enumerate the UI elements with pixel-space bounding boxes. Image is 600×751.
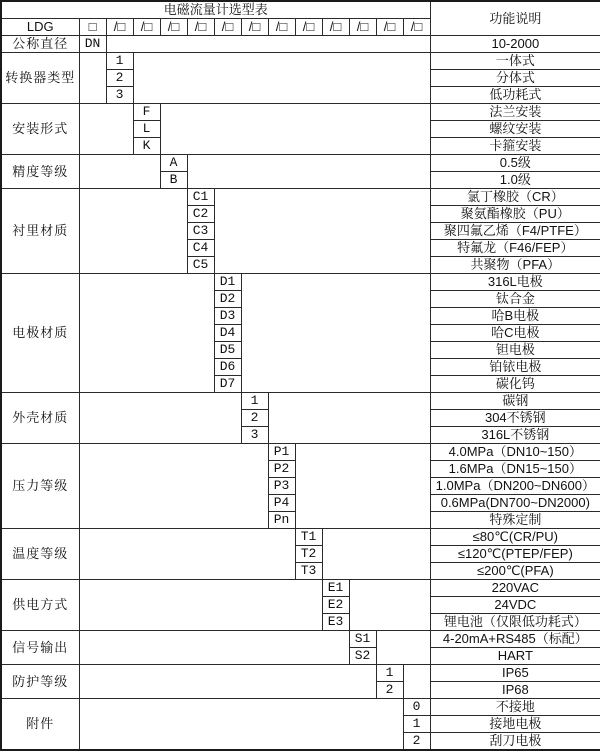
option-desc: 碳化钨	[430, 376, 600, 393]
code-slot-box: /□	[160, 19, 187, 36]
option-desc: 特氟龙（F46/FEP）	[430, 240, 600, 257]
option-code: DN	[79, 36, 106, 53]
option-code: T2	[295, 546, 322, 563]
option-code: 2	[106, 70, 133, 87]
option-desc: 0.6MPa(DN700~DN2000)	[430, 495, 600, 512]
option-code: 0	[403, 699, 430, 716]
empty-span	[376, 631, 430, 665]
option-desc: 一体式	[430, 53, 600, 70]
option-code: K	[133, 138, 160, 155]
option-code: D2	[214, 291, 241, 308]
group-label: 信号输出	[1, 631, 79, 665]
empty-span	[79, 189, 187, 274]
option-desc: 不接地	[430, 699, 600, 716]
option-desc: 316L电极	[430, 274, 600, 291]
option-code: P1	[268, 444, 295, 461]
empty-span	[79, 444, 268, 529]
empty-span	[241, 274, 430, 393]
option-code: B	[160, 172, 187, 189]
empty-span	[79, 274, 214, 393]
option-desc: 4-20mA+RS485（标配）	[430, 631, 600, 648]
option-code: L	[133, 121, 160, 138]
option-code: E1	[322, 580, 349, 597]
option-desc: ≤120℃(PTEP/FEP)	[430, 546, 600, 563]
option-desc: 刮刀电极	[430, 733, 600, 751]
empty-span	[322, 529, 430, 580]
option-desc: 法兰安装	[430, 104, 600, 121]
option-code: 3	[106, 87, 133, 104]
empty-span	[268, 393, 430, 444]
table-title: 电磁流量计选型表	[1, 1, 430, 19]
code-slot-box: /□	[106, 19, 133, 36]
option-desc: ≤200℃(PFA)	[430, 563, 600, 580]
option-desc: 316L不锈钢	[430, 427, 600, 444]
option-desc: 220VAC	[430, 580, 600, 597]
empty-span	[106, 36, 430, 53]
option-desc: 10-2000	[430, 36, 600, 53]
option-desc: 4.0MPa（DN10~150）	[430, 444, 600, 461]
option-desc: ≤80℃(CR/PU)	[430, 529, 600, 546]
group-label: 压力等级	[1, 444, 79, 529]
code-box: □	[79, 19, 106, 36]
option-desc: 钛合金	[430, 291, 600, 308]
option-desc: 哈C电极	[430, 325, 600, 342]
empty-span	[133, 53, 430, 104]
option-desc: 接地电极	[430, 716, 600, 733]
code-slot-box: /□	[187, 19, 214, 36]
empty-span	[79, 393, 241, 444]
group-label: 精度等级	[1, 155, 79, 189]
empty-span	[349, 580, 430, 631]
empty-span	[79, 104, 133, 155]
option-code: 3	[241, 427, 268, 444]
option-code: Pn	[268, 512, 295, 529]
code-slot-box: /□	[214, 19, 241, 36]
option-code: D6	[214, 359, 241, 376]
empty-span	[214, 189, 430, 274]
option-desc: 螺纹安装	[430, 121, 600, 138]
option-code: D7	[214, 376, 241, 393]
option-code: 1	[241, 393, 268, 410]
option-desc: IP65	[430, 665, 600, 682]
option-code: S2	[349, 648, 376, 665]
option-code: 2	[241, 410, 268, 427]
option-code: D3	[214, 308, 241, 325]
code-slot-box: /□	[376, 19, 403, 36]
code-slot-box: /□	[403, 19, 430, 36]
option-code: S1	[349, 631, 376, 648]
empty-span	[79, 631, 349, 665]
option-code: C2	[187, 206, 214, 223]
option-code: 1	[403, 716, 430, 733]
empty-span	[79, 580, 322, 631]
option-code: E3	[322, 614, 349, 631]
function-description-header: 功能说明	[430, 1, 600, 36]
group-label: 附件	[1, 699, 79, 751]
option-code: F	[133, 104, 160, 121]
option-desc: 0.5级	[430, 155, 600, 172]
option-code: 1	[106, 53, 133, 70]
option-code: 1	[376, 665, 403, 682]
option-code: P2	[268, 461, 295, 478]
group-label: 衬里材质	[1, 189, 79, 274]
option-code: T1	[295, 529, 322, 546]
group-label: 外壳材质	[1, 393, 79, 444]
option-desc: 低功耗式	[430, 87, 600, 104]
empty-span	[295, 444, 430, 529]
option-desc: 304不锈钢	[430, 410, 600, 427]
option-code: P3	[268, 478, 295, 495]
group-label: 供电方式	[1, 580, 79, 631]
option-code: C3	[187, 223, 214, 240]
empty-span	[187, 155, 430, 189]
group-label: 防护等级	[1, 665, 79, 699]
option-desc: 特殊定制	[430, 512, 600, 529]
option-code: E2	[322, 597, 349, 614]
code-slot-box: /□	[349, 19, 376, 36]
option-desc: IP68	[430, 682, 600, 699]
option-desc: 碳钢	[430, 393, 600, 410]
option-code: T3	[295, 563, 322, 580]
option-code: C4	[187, 240, 214, 257]
option-code: 2	[403, 733, 430, 751]
option-desc: 1.0MPa（DN200~DN600）	[430, 478, 600, 495]
option-code: A	[160, 155, 187, 172]
option-desc: 锂电池（仅限低功耗式）	[430, 614, 600, 631]
group-label: 温度等级	[1, 529, 79, 580]
group-label: 安装形式	[1, 104, 79, 155]
model-prefix: LDG	[1, 19, 79, 36]
option-code: D5	[214, 342, 241, 359]
option-code: D1	[214, 274, 241, 291]
option-code: C5	[187, 257, 214, 274]
code-slot-box: /□	[322, 19, 349, 36]
option-desc: 聚氨酯橡胶（PU）	[430, 206, 600, 223]
empty-span	[403, 665, 430, 699]
option-desc: 钽电极	[430, 342, 600, 359]
option-code: D4	[214, 325, 241, 342]
option-desc: 分体式	[430, 70, 600, 87]
option-desc: 1.6MPa（DN15~150）	[430, 461, 600, 478]
option-code: C1	[187, 189, 214, 206]
option-desc: 1.0级	[430, 172, 600, 189]
code-slot-box: /□	[241, 19, 268, 36]
group-label: 电极材质	[1, 274, 79, 393]
empty-span	[79, 53, 106, 104]
empty-span	[79, 699, 403, 751]
option-desc: 铂铱电极	[430, 359, 600, 376]
option-desc: 24VDC	[430, 597, 600, 614]
option-desc: 氯丁橡胶（CR）	[430, 189, 600, 206]
group-label-diameter: 公称直径	[1, 36, 79, 53]
option-code: P4	[268, 495, 295, 512]
empty-span	[79, 529, 295, 580]
empty-span	[160, 104, 430, 155]
option-desc: 共聚物（PFA）	[430, 257, 600, 274]
option-desc: 哈B电极	[430, 308, 600, 325]
option-desc: 卡箍安装	[430, 138, 600, 155]
group-label: 转换器类型	[1, 53, 79, 104]
empty-span	[79, 665, 376, 699]
code-slot-box: /□	[133, 19, 160, 36]
code-slot-box: /□	[268, 19, 295, 36]
code-slot-box: /□	[295, 19, 322, 36]
option-code: 2	[376, 682, 403, 699]
option-desc: 聚四氟乙烯（F4/PTFE）	[430, 223, 600, 240]
option-desc: HART	[430, 648, 600, 665]
empty-span	[79, 155, 160, 189]
